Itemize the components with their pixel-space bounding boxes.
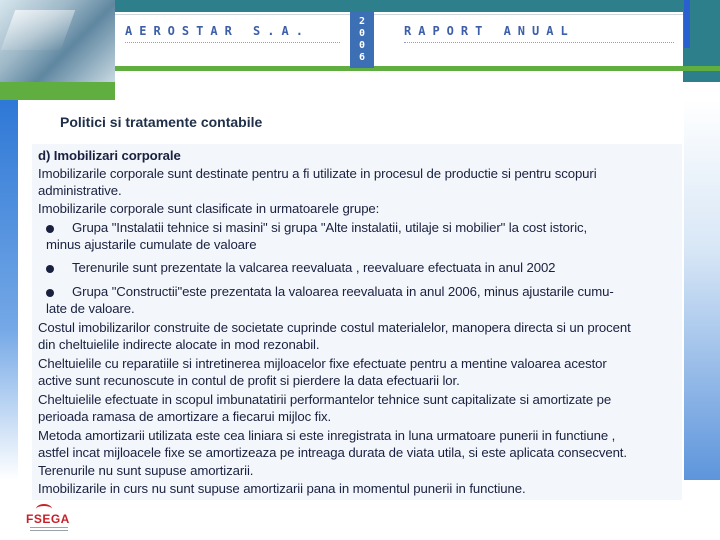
header-blue-strip [684, 0, 690, 48]
year-digit: 6 [358, 52, 366, 63]
fsega-logo [26, 512, 70, 536]
bullet-icon [46, 289, 54, 297]
text-line: Terenurile nu sunt supuse amortizarii. [38, 463, 254, 478]
bullet-icon [46, 265, 54, 273]
header-dotted-rule [125, 42, 340, 43]
bullet-text: Grupa "Instalatii tehnice si masini" si grupa "Alte instalatii, utilaje si mobilier" la cost istoric, [72, 220, 588, 235]
header-green-line [115, 66, 720, 71]
text-line: astfel incat mijloacele fixe se amortizeaza pe intreaga durata de viata utila, si este aplicata consecvent. [38, 445, 627, 460]
text-line: late de valoare. [46, 301, 135, 316]
text-line: minus ajustarile cumulate de valoare [46, 237, 257, 252]
header-report-title: RAPORT ANUAL [404, 24, 575, 38]
header-company-name: AEROSTAR S.A. [125, 24, 310, 38]
text-line: Costul imobilizarilor construite de societate cuprinde costul materialelor, manopera directa si un procent [38, 320, 631, 335]
logo-underline [30, 530, 68, 531]
text-line: perioada ramasa de amortizare a fiecarui mijloc fix. [38, 409, 332, 424]
left-decor-bar [0, 100, 18, 480]
section-heading: d) Imobilizari corporale [38, 148, 181, 163]
text-line: administrative. [38, 183, 122, 198]
right-decor-bar [684, 100, 720, 480]
year-digit: 0 [358, 40, 366, 51]
header-photo [0, 0, 115, 82]
year-badge [350, 12, 374, 68]
year-digit: 2 [358, 16, 366, 27]
text-line: Imobilizarile in curs nu sunt supuse amortizarii pana in momentul punerii in functiune. [38, 481, 526, 496]
bullet-text: Terenurile sunt prezentate la valcarea reevaluata , reevaluare efectuata in anul 2002 [72, 260, 556, 275]
text-line: Imobilizarile corporale sunt clasificate in urmatoarele grupe: [38, 201, 380, 216]
slide-header [0, 0, 720, 100]
text-line: din cheltuielile indirecte alocate in mod rezonabil. [38, 337, 320, 352]
logo-text: FSEGA [26, 512, 70, 526]
text-line: Cheltuielile cu reparatiile si intretinerea mijloacelor fixe efectuate pentru a mentine valoarea acestor [38, 356, 607, 371]
logo-underline [30, 527, 68, 528]
slide-title: Politici si tratamente contabile [60, 114, 263, 130]
content-box [32, 144, 682, 500]
text-line: Imobilizarile corporale sunt destinate pentru a fi utilizate in procesul de productie si pentru scopuri [38, 166, 597, 181]
header-dotted-rule [404, 42, 674, 43]
bullet-icon [46, 225, 54, 233]
header-green-block [0, 82, 115, 100]
text-line: active sunt recunoscute in contul de profit si pierdere la data efectuarii lor. [38, 373, 460, 388]
bullet-text: Grupa "Constructii"este prezentata la valoarea reevaluata in anul 2006, minus ajustarile cumu- [72, 284, 614, 299]
text-line: Cheltuielile efectuate in scopul imbunatatirii performantelor tehnice sunt capitalizate si amortizate pe [38, 392, 612, 407]
text-line: Metoda amortizarii utilizata este cea liniara si este inregistrata in luna urmatoare punerii in functiune , [38, 428, 616, 443]
year-digit: 0 [358, 28, 366, 39]
